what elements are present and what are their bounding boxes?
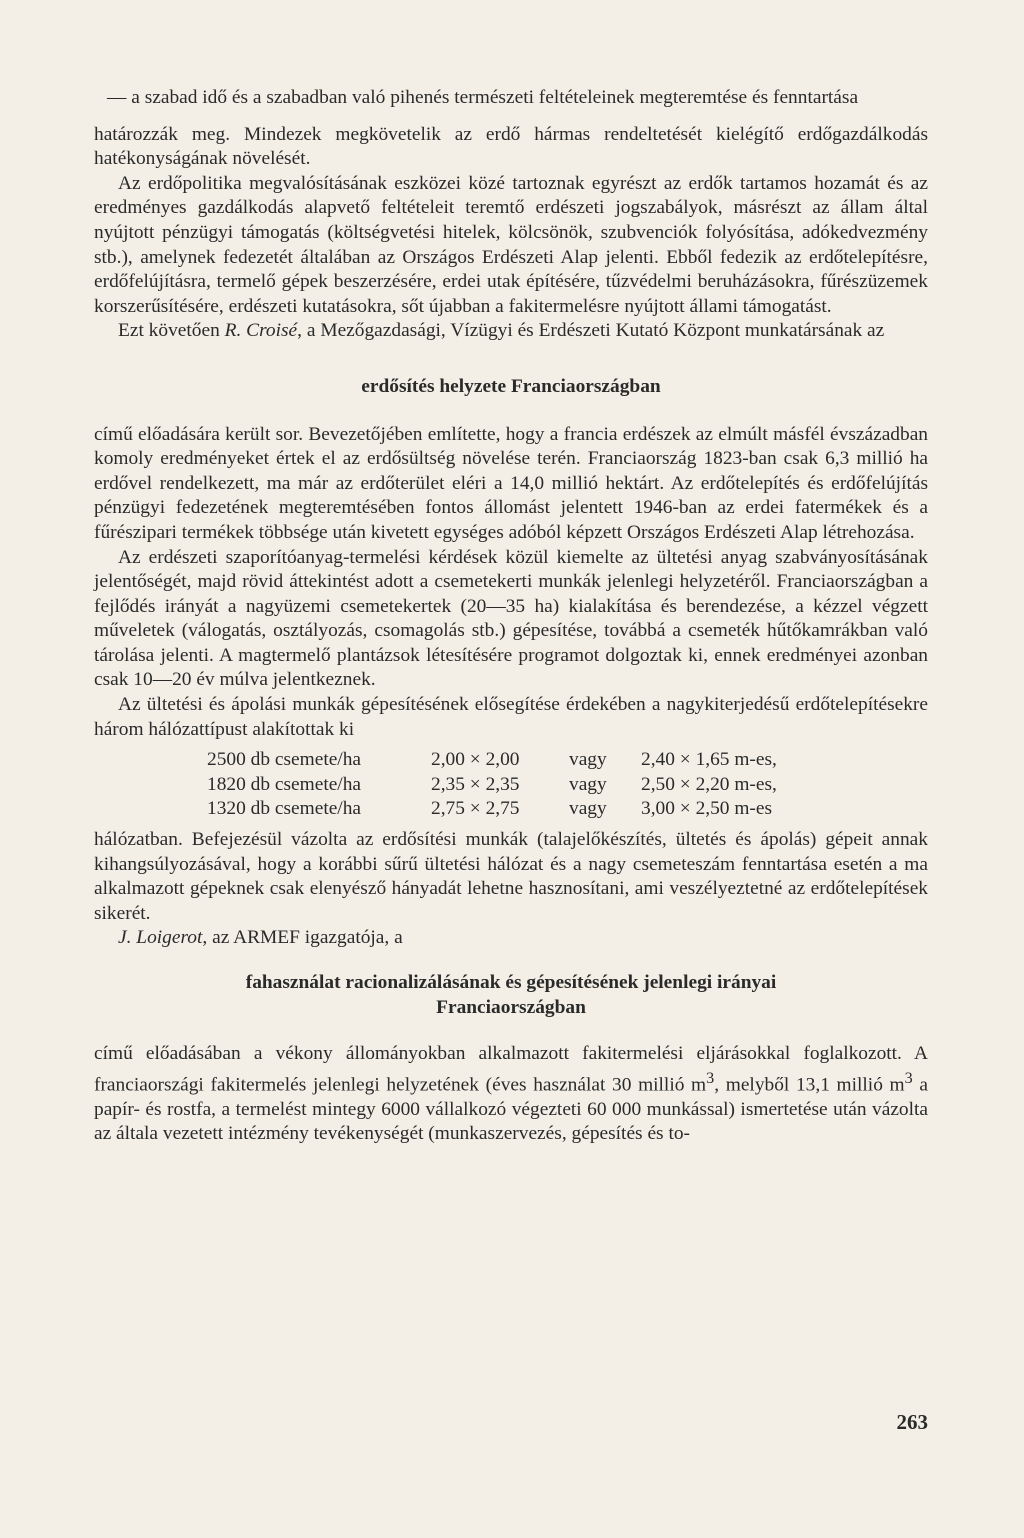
paragraph-6: Az ültetési és ápolási munkák gépesítésének elősegítése érdekében a nagykiterjedésű erdőtelepítésekre három hálózattípust alakítottak ki — [94, 694, 928, 740]
page-number: 263 — [896, 1410, 928, 1434]
paragraph-3-post: , a Mezőgazdasági, Vízügyi és Erdészeti Kutató Központ munkatársának az — [297, 320, 885, 342]
table-cell-size1: 2,00 × 2,00 — [431, 749, 520, 771]
paragraph-9-c: a papír- és rostfa, a termelést mintegy 6000 vállalkozó végezteti 60 000 munkással) ismertetése után vázolta az általa vezetett intézmény tevékenységét (munkaszervezés, gépesítés és to- — [94, 1074, 928, 1145]
author-name-croise: R. Croisé — [224, 320, 298, 342]
paragraph-9-a: című előadásában a vékony állományokban alkalmazott fakitermelési eljárásokkal foglalkozott. A franciaországi fakitermelés jelenlegi helyzetének (éves használat 30 millió m — [94, 1043, 928, 1096]
paragraph-3 — [94, 319, 928, 344]
section-heading-1: erdősítés helyzete Franciaországban — [361, 375, 661, 397]
table-cell-count: 1320 db csemete/ha — [207, 798, 361, 820]
spacing-table — [207, 748, 777, 822]
table-row — [207, 773, 777, 798]
author-name-loigerot: J. Loigerot — [118, 927, 203, 949]
superscript-1: 3 — [706, 1069, 715, 1087]
table-cell-size2: 2,40 × 1,65 m-es, — [641, 749, 777, 771]
table-cell-size2: 3,00 × 2,50 m-es — [641, 798, 773, 820]
table-cell-count: 1820 db csemete/ha — [207, 773, 361, 795]
table-cell-size1: 2,75 × 2,75 — [431, 798, 520, 820]
paragraph-5: Az erdészeti szaporítóanyag-termelési kérdések közül kiemelte az ültetési anyag szabványosításának jelentőségét, majd rövid áttekintést adott a csemetekerti munkák jelenlegi helyzetéről. Franciaországban a fejlődés irányát a nagyüzemi csemetekertek (20—35 ha) kialakítása és berendezése, a kézzel végzett műveletek (válogatás, osztályozás, csomagolás stb.) gépesítése, továbbá a csemeték hűtőkamrákban való tárolása jelenti. A magtermelő plantázsok létesítésére programot dolgoztak ki, ennek eredményei azonban csak 10—20 év múlva jelentkeznek. — [94, 546, 928, 691]
table-cell-or: vagy — [569, 749, 607, 771]
paragraph-1: határozzák meg. Mindezek megkövetelik az erdő hármas rendeltetését kielégítő erdőgazdálkodás hatékonyságának növelését. — [94, 123, 928, 170]
table-cell-size1: 2,35 × 2,35 — [431, 773, 520, 795]
table-cell-size2: 2,50 × 2,20 m-es, — [641, 773, 777, 795]
dash-list-item: — a szabad idő és a szabadban való pihenés természeti feltételeinek megteremtése és fenntartása — [107, 87, 859, 108]
page-body — [94, 86, 928, 1147]
table-row — [207, 748, 777, 773]
section-heading-2-line-2: Franciaországban — [436, 996, 586, 1018]
paragraph-3-pre: Ezt követően — [118, 320, 225, 342]
paragraph-8 — [94, 926, 928, 951]
table-row — [207, 797, 777, 822]
table-cell-or: vagy — [569, 798, 607, 820]
section-heading-2-line-1: fahasználat racionalizálásának és gépesítésének jelenlegi irányai — [245, 972, 777, 993]
paragraph-4: című előadására került sor. Bevezetőjében említette, hogy a francia erdészek az elmúlt másfél évszázadban komoly eredményeket értek el az erdősültség növelése terén. Franciaország 1823-ban csak 6,3 millió ha erdővel rendelkezett, ma már az erdőterület eléri a 14,0 millió hektárt. Az erdőtelepítés és erdőfelújítás pénzügyi fedezetének megteremtésében fontos állomást jelentett 1946-ban az erdei fatermékek és a fűrészipari termékek többsége után kivetett egységes adóból képzett Országos Erdészeti Alap létrehozása. — [94, 423, 928, 543]
paragraph-2: Az erdőpolitika megvalósításának eszközei közé tartoznak egyrészt az erdők tartamos hozamát és az eredményes gazdálkodás alapvető feltételeit teremtő erdészeti jogszabályok, másrészt az állam által nyújtott pénzügyi támogatás (költségvetési hitelek, kölcsönök, szubvenciók folyósítása, adókedvezmény stb.), amelynek fedezetét általában az Országos Erdészeti Alap jelenti. Ebből fedezik az erdőtelepítésre, erdőfelújításra, termelő gépek beszerzésére, erdei utak építésére, tűzvédelmi beruházásokra, fűrészüzemek korszerűsítésére, erdészeti kutatásokra, sőt újabban a fakitermelésre nyújtott állami támogatást. — [94, 172, 928, 317]
table-cell-or: vagy — [569, 773, 607, 795]
paragraph-7: hálózatban. Befejezésül vázolta az erdősítési munkák (talajelőkészítés, ültetés és ápolás) gépeit annak kihangsúlyozásával, hogy a korábbi sűrű ültetési hálózat és a nagy csemeteszám fenntartása esetén a ma alkalmazott gépeknek csak elenyésző hányadát lehetne hasznosítani, ami veszélyeztetné az erdőtelepítések sikerét. — [94, 829, 928, 924]
paragraph-9-b: , melyből 13,1 millió m — [714, 1074, 905, 1096]
paragraph-8-post: , az ARMEF igazgatója, a — [202, 927, 403, 949]
table-cell-count: 2500 db csemete/ha — [207, 749, 361, 771]
paragraph-9 — [94, 1042, 928, 1147]
superscript-2: 3 — [904, 1069, 913, 1087]
